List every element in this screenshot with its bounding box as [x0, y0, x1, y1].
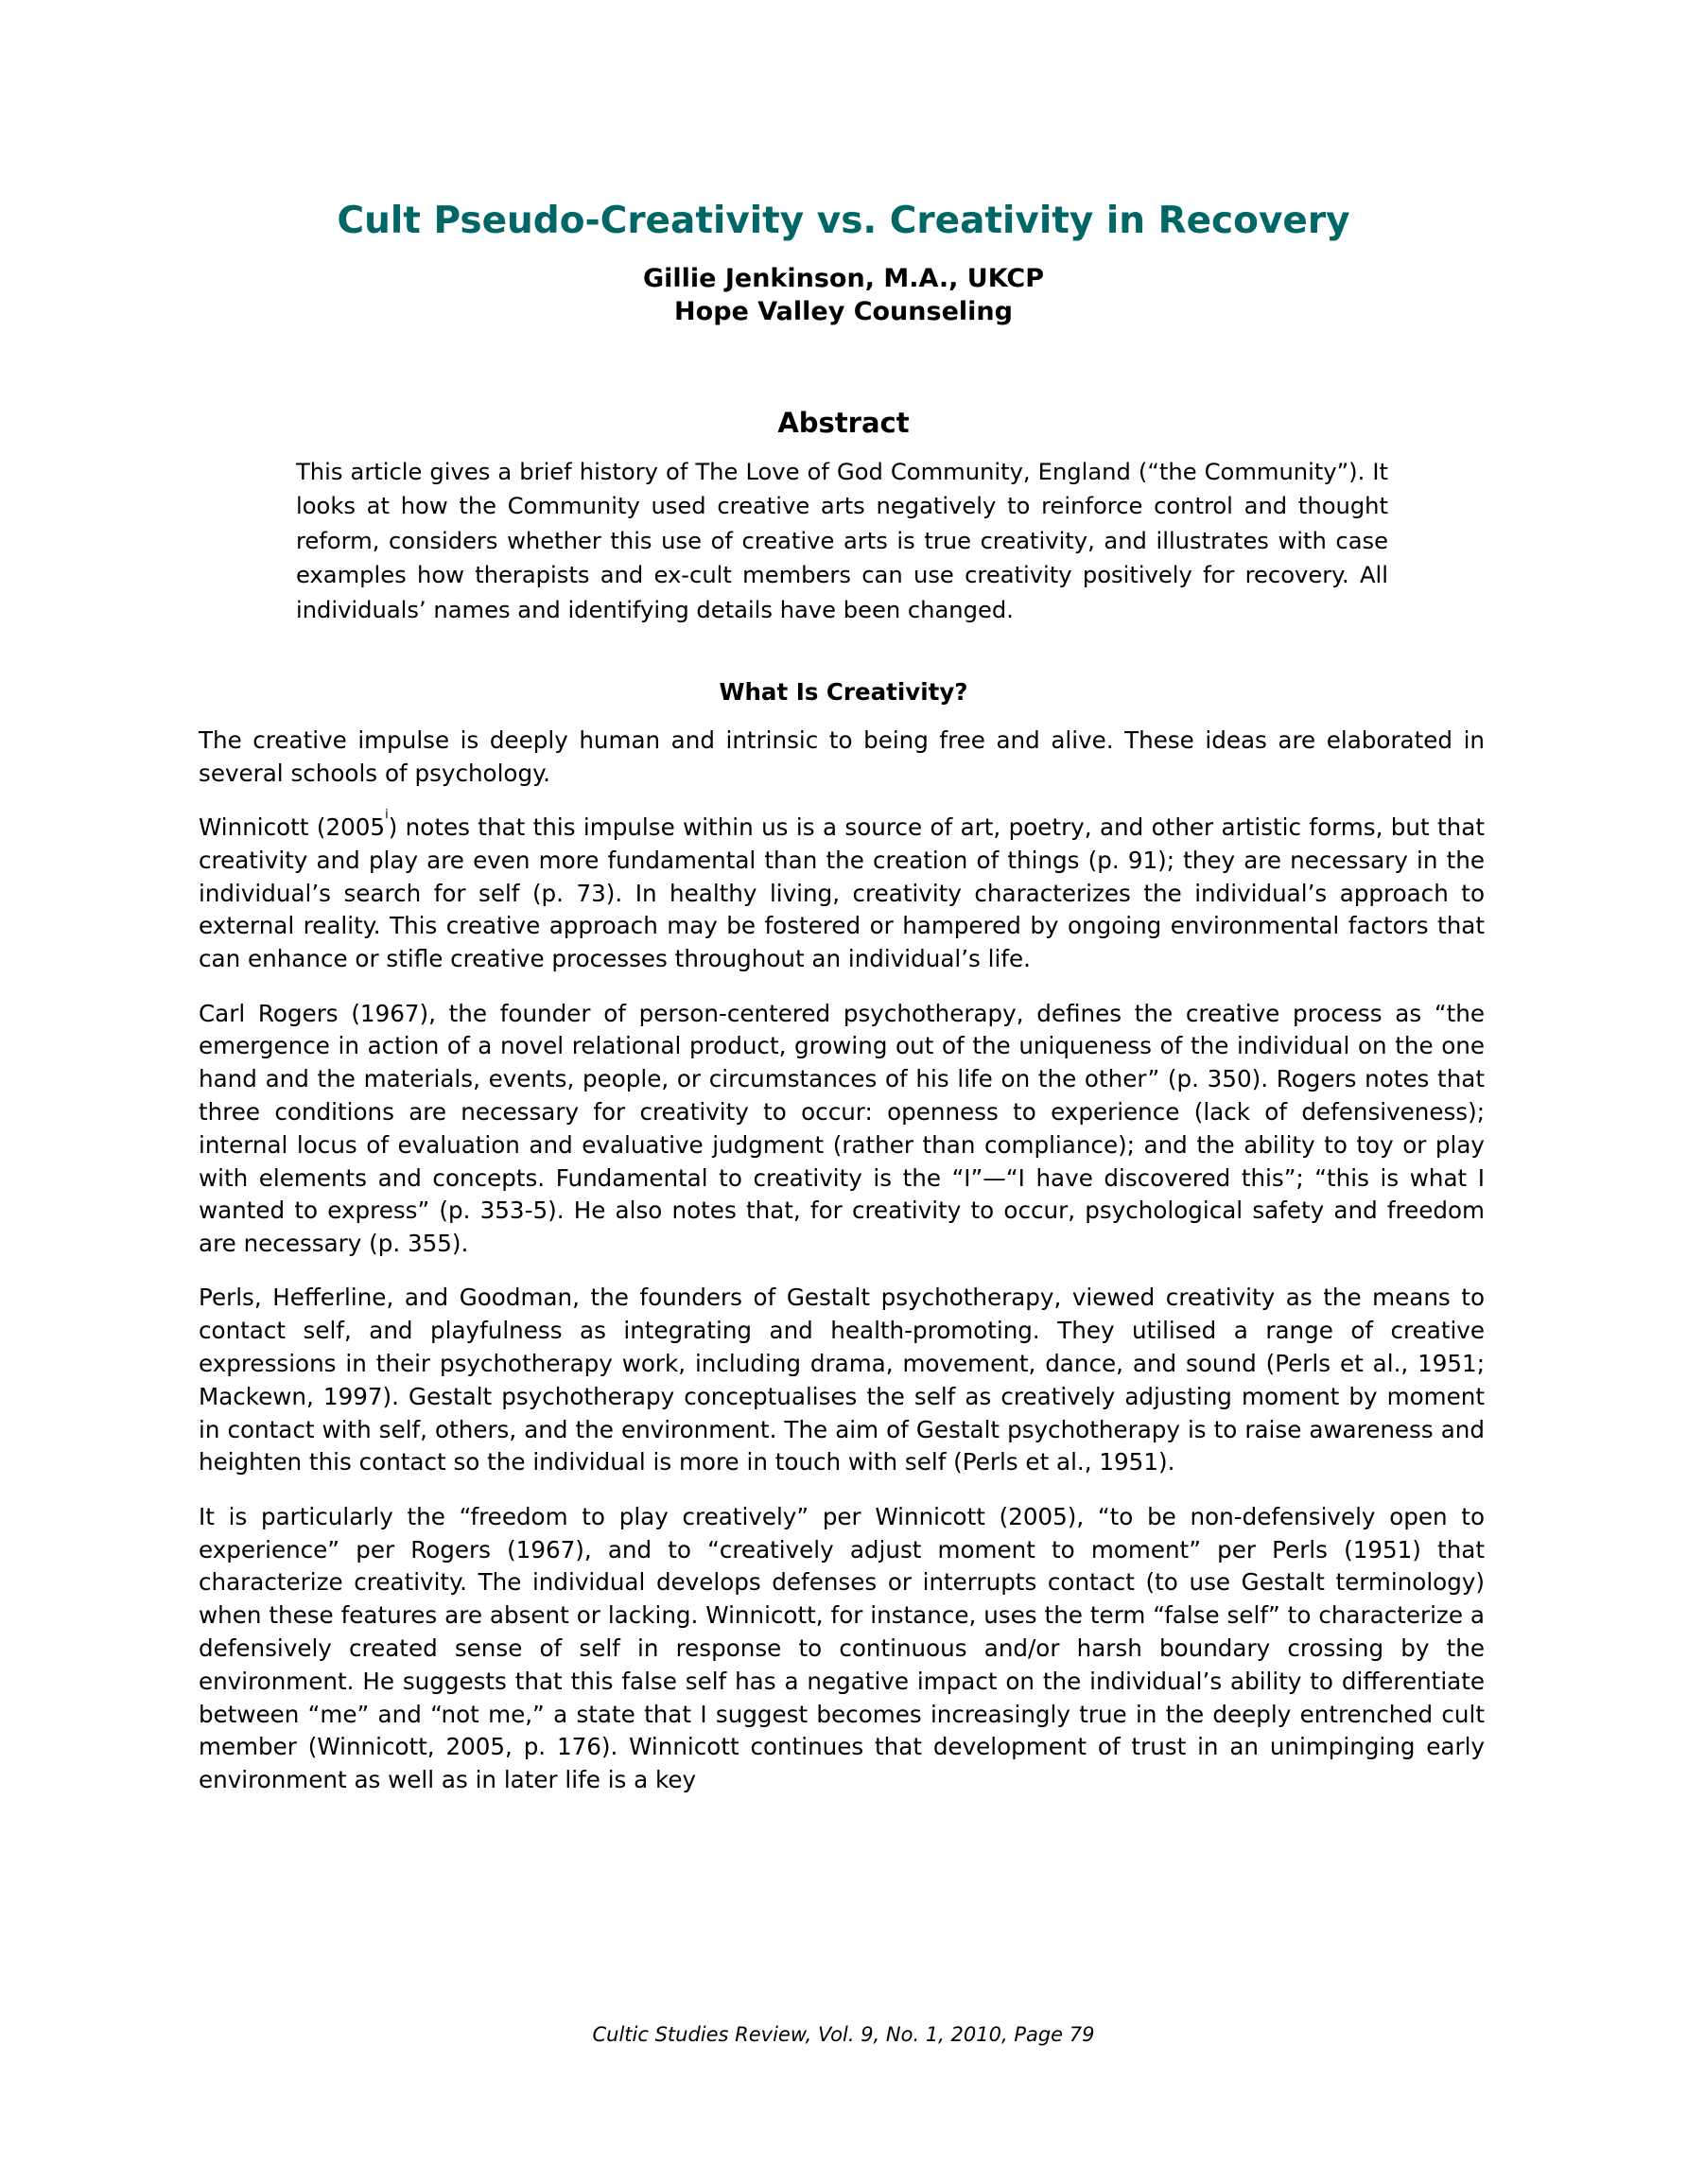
- body-paragraph: Perls, Hefferline, and Goodman, the founders of Gestalt psychotherapy, viewed creativity as the means to contact self, and playfulness as integrating and health-promoting. They utilised a range of creative expressions in their psychotherapy work, including drama, movement, dance, and sound (Perls et al., 1951; Mackewn, 1997). Gestalt psychotherapy conceptualises the self as creatively adjusting moment by moment in contact with self, others, and the environment. The aim of Gestalt psychotherapy is to raise awareness and heighten this contact so the individual is more in touch with self (Perls et al., 1951).: [199, 1284, 1485, 1476]
- body-paragraph: [199, 808, 1485, 976]
- footnote-marker[interactable]: i: [385, 808, 389, 823]
- page-footer-citation: Cultic Studies Review, Vol. 9, No. 1, 2010, Page 79: [592, 2023, 1095, 2046]
- body-paragraph: Carl Rogers (1967), the founder of person-centered psychotherapy, defines the creative process as “the emergence in action of a novel relational product, growing out of the uniqueness of the individual on the one hand and the materials, events, people, or circumstances of his life on the other” (p. 350). Rogers notes that three conditions are necessary for creativity to occur: openness to experience (lack of defensiveness); internal locus of evaluation and evaluative judgment (rather than compliance); and the ability to toy or play with elements and concepts. Fundamental to creativity is the “I”—“I have discovered this”; “this is what I wanted to express” (p. 353-5). He also notes that, for creativity to occur, psychological safety and freedom are necessary (p. 355).: [199, 999, 1485, 1258]
- abstract-heading: Abstract: [777, 407, 910, 439]
- body-text: [199, 725, 1485, 1818]
- section-heading: What Is Creativity?: [719, 678, 968, 706]
- abstract-text: This article gives a brief history of The Love of God Community, England (“the Community”). It looks at how the Community used creative arts negatively to reinforce control and thought reform, considers whether this use of creative arts is true creativity, and illustrates with case examples how therapists and ex-cult members can use creativity positively for recovery. All individuals’ names and identifying details have been changed.: [296, 459, 1388, 623]
- paragraph-text: ) notes that this impulse within us is a source of art, poetry, and other artistic forms, but that creativity and play are even more fundamental than the creation of things (p. 91); they are necessary in the individual’s search for self (p. 73). In healthy living, creativity characterizes the individual’s approach to external reality. This creative approach may be fostered or hampered by ongoing environmental factors that can enhance or stifle creative processes throughout an individual’s life.: [199, 813, 1485, 973]
- body-paragraph: It is particularly the “freedom to play creatively” per Winnicott (2005), “to be non-defensively open to experience” per Rogers (1967), and to “creatively adjust moment to moment” per Perls (1951) that characterize creativity. The individual develops defenses or interrupts contact (to use Gestalt terminology) when these features are absent or lacking. Winnicott, for instance, uses the term “false self” to characterize a defensively created sense of self in response to continuous and/or harsh boundary crossing by the environment. He suggests that this false self has a negative impact on the individual’s ability to differentiate between “me” and “not me,” a state that I suggest becomes increasingly true in the deeply entrenched cult member (Winnicott, 2005, p. 176). Winnicott continues that development of trust in an unimpinging early environment as well as in later life is a key: [199, 1502, 1485, 1794]
- body-paragraph: The creative impulse is deeply human and intrinsic to being free and alive. These ideas are elaborated in several schools of psychology.: [199, 726, 1485, 787]
- author-name: Gillie Jenkinson, M.A., UKCP: [642, 264, 1045, 293]
- byline: [0, 262, 1687, 328]
- author-affiliation: Hope Valley Counseling: [674, 297, 1013, 326]
- article-title: Cult Pseudo-Creativity vs. Creativity in Recovery: [337, 200, 1350, 242]
- paragraph-text: Winnicott (2005: [199, 813, 386, 842]
